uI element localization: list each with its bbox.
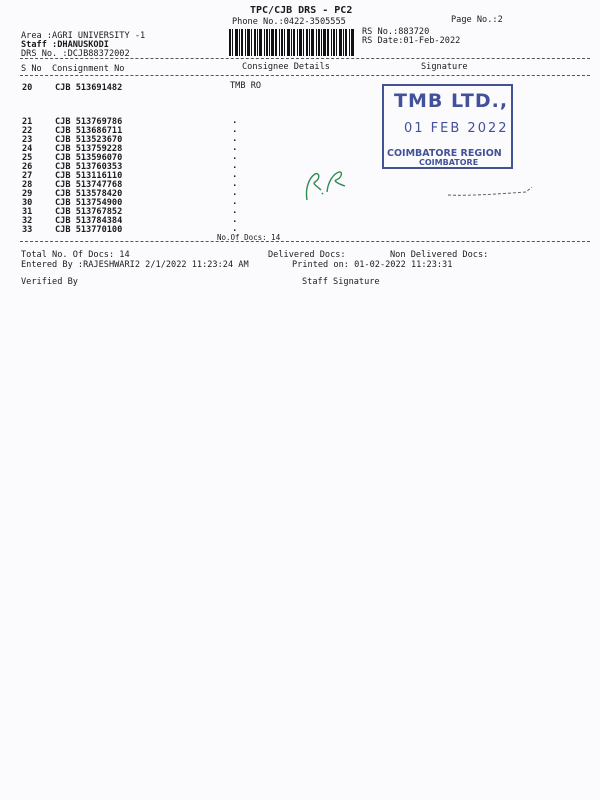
- row-sno: 32: [22, 216, 33, 226]
- bullet-dot: .: [232, 197, 238, 207]
- bullet-dot: .: [232, 116, 238, 126]
- row-consignment: CJB 513686711: [55, 126, 123, 136]
- total-docs: Total No. Of Docs: 14: [21, 250, 130, 260]
- verified-by: Verified By: [21, 277, 78, 287]
- row-sno: 28: [22, 180, 33, 190]
- row-consignment: CJB 513578420: [55, 189, 123, 199]
- bullet-dot: .: [232, 206, 238, 216]
- row-sno: 29: [22, 189, 33, 199]
- row-sno: 21: [22, 117, 33, 127]
- stamp-date: 01 FEB 2022: [404, 121, 509, 136]
- row-consignment: CJB 513691482: [55, 83, 123, 93]
- row-consignment: CJB 513770100: [55, 225, 123, 235]
- row-consignment: CJB 513754900: [55, 198, 123, 208]
- col-sno: S No: [21, 64, 42, 74]
- row-sno: 22: [22, 126, 33, 136]
- row-sno: 30: [22, 198, 33, 208]
- delivered-docs: Delivered Docs:: [268, 250, 346, 260]
- row-consignment: CJB 513767852: [55, 207, 123, 217]
- row-consignment: CJB 513784384: [55, 216, 123, 226]
- row-consignee: TMB RO: [230, 81, 262, 91]
- stamp-region: COIMBATORE REGION: [387, 148, 502, 159]
- page-number: Page No.:2: [451, 15, 503, 25]
- company-stamp: [382, 84, 513, 169]
- drs-number: DRS No. :DCJB88372002: [21, 49, 130, 59]
- footer-divider: [20, 241, 590, 242]
- phone-number: Phone No.:0422-3505555: [232, 17, 346, 27]
- stamp-city: COIMBATORE: [419, 158, 479, 167]
- row-sno: 31: [22, 207, 33, 217]
- row-sno: 27: [22, 171, 33, 181]
- handwritten-signature: [295, 160, 355, 210]
- row-sno: 24: [22, 144, 33, 154]
- bullet-dot: .: [232, 161, 238, 171]
- staff-signature: Staff Signature: [302, 277, 380, 287]
- header-divider-bottom: [20, 75, 590, 76]
- staff-label: Staff :DHANUSKODI: [21, 40, 109, 50]
- row-consignment: CJB 513769786: [55, 117, 123, 127]
- row-consignment: CJB 513116110: [55, 171, 123, 181]
- row-consignment: CJB 513747768: [55, 180, 123, 190]
- row-sno: 25: [22, 153, 33, 163]
- row-consignment: CJB 513760353: [55, 162, 123, 172]
- bullet-dot: .: [232, 134, 238, 144]
- bullet-dot: .: [232, 170, 238, 180]
- table-row: [22, 83, 122, 93]
- report-title: TPC/CJB DRS - PC2: [250, 5, 353, 16]
- no-of-docs: No.Of Docs: 14: [217, 233, 281, 242]
- bullet-dot: .: [232, 179, 238, 189]
- signature-line: [448, 187, 533, 199]
- table-row: [22, 225, 122, 235]
- non-delivered-docs: Non Delivered Docs:: [390, 250, 489, 260]
- bullet-dot: .: [232, 143, 238, 153]
- row-sno: 26: [22, 162, 33, 172]
- bullet-dot: .: [232, 125, 238, 135]
- row-sno: 20: [22, 83, 33, 93]
- header-divider-top: [20, 58, 590, 59]
- entered-by: Entered By :RAJESHWARI2 2/1/2022 11:23:24 AM: [21, 260, 249, 270]
- col-consignee: Consignee Details: [242, 62, 330, 72]
- row-sno: 33: [22, 225, 33, 235]
- bullet-dot: .: [232, 152, 238, 162]
- bullet-dot: .: [232, 188, 238, 198]
- row-sno: 23: [22, 135, 33, 145]
- row-consignment: CJB 513596070: [55, 153, 123, 163]
- stamp-company: TMB LTD.,: [394, 90, 509, 112]
- row-consignment: CJB 513759228: [55, 144, 123, 154]
- col-signature: Signature: [421, 62, 468, 72]
- col-consignment: Consignment No: [52, 64, 125, 74]
- rs-date: RS Date:01-Feb-2022: [362, 36, 461, 46]
- printed-on: Printed on: 01-02-2022 11:23:31: [292, 260, 453, 270]
- area-label: Area :AGRI UNIVERSITY -1: [21, 31, 146, 41]
- row-consignment: CJB 513523670: [55, 135, 123, 145]
- bullet-dot: .: [232, 224, 238, 234]
- bullet-dot: .: [232, 215, 238, 225]
- barcode-image: [229, 29, 354, 56]
- rs-number: RS No.:883720: [362, 27, 430, 37]
